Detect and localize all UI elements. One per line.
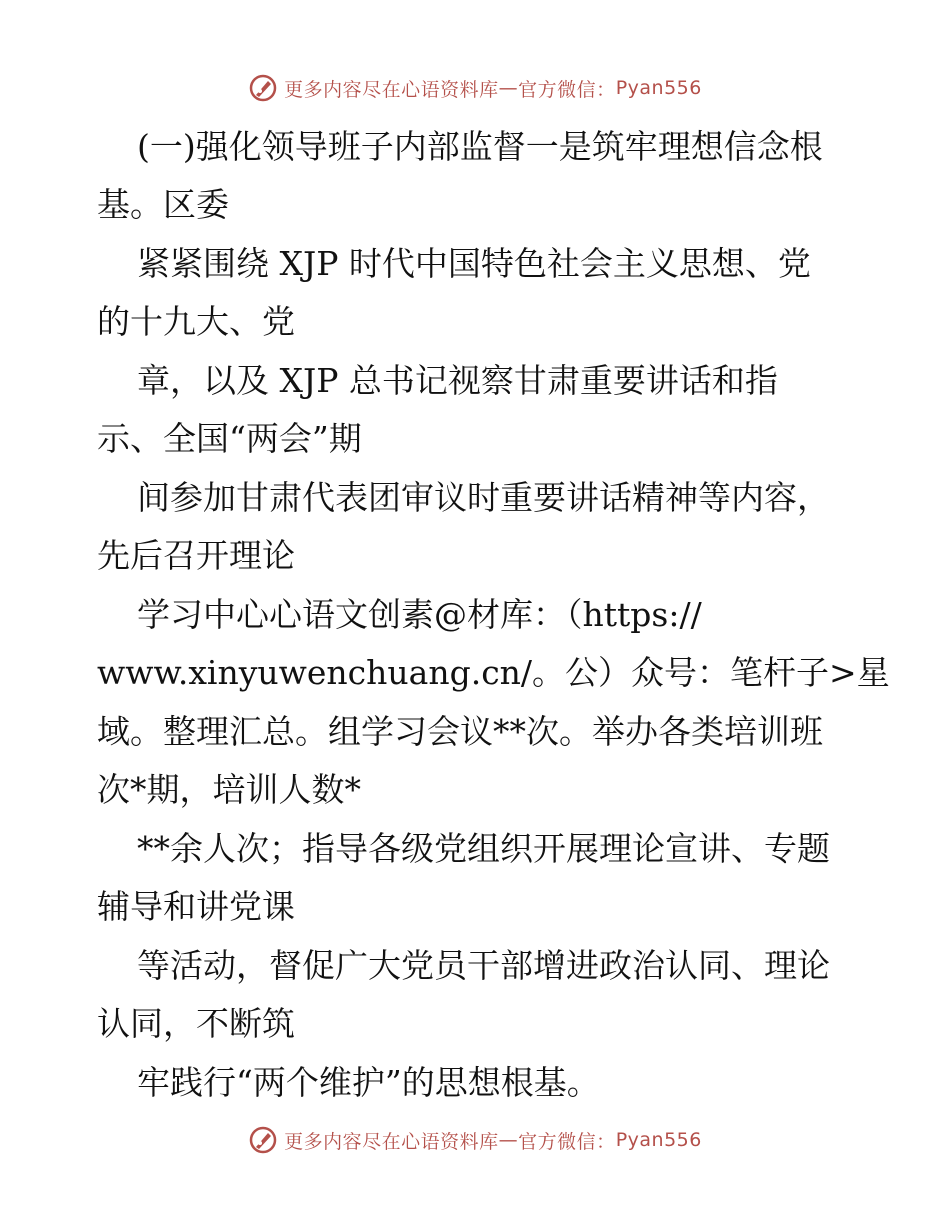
footer-banner <box>0 1125 950 1155</box>
body-line: (一)强化领导班子内部监督一是筑牢理想信念根 <box>137 127 823 166</box>
pen-logo-icon <box>248 73 278 103</box>
header-banner <box>0 73 950 103</box>
body-line: 紧紧围绕 XJP 时代中国特色社会主义思想、党 <box>137 244 811 283</box>
banner-contact-label: 官方微信： <box>518 78 616 101</box>
body-line: 先后召开理论 <box>97 536 295 575</box>
body-line: 间参加甘肃代表团审议时重要讲话精神等内容， <box>137 478 830 517</box>
body-line: 学习中心心语文创素@材库：（https:// <box>137 595 702 634</box>
body-line: 基。区委 <box>97 185 229 224</box>
banner-contact-label: 官方微信： <box>518 1130 616 1153</box>
body-line: 辅导和讲党课 <box>97 887 295 926</box>
banner-contact-value: Pyan556 <box>615 1129 702 1151</box>
body-line: 认同，不断筑 <box>97 1004 295 1043</box>
body-line: 示、全国“两会”期 <box>97 419 362 458</box>
body-line: 的十九大、党 <box>97 302 295 341</box>
body-line: 域。整理汇总。组学习会议**次。举办各类培训班 <box>97 712 823 751</box>
body-line: **余人次；指导各级党组织开展理论宣讲、专题 <box>137 829 830 868</box>
banner-dash: — <box>498 1129 519 1151</box>
banner-contact-value: Pyan556 <box>615 77 702 99</box>
pen-logo-icon <box>248 1125 278 1155</box>
banner-dash: — <box>498 77 519 99</box>
body-line: 次*期，培训人数* <box>97 770 361 809</box>
banner-text: 更多内容尽在心语资料库 <box>284 78 499 101</box>
body-line: 章，以及 XJP 总书记视察甘肃重要讲话和指 <box>137 361 778 400</box>
banner-text: 更多内容尽在心语资料库 <box>284 1130 499 1153</box>
body-line: www.xinyuwenchuang.cn/。公）众号：笔杆子>星 <box>97 653 890 692</box>
body-line: 等活动，督促广大党员干部增进政治认同、理论 <box>137 946 830 985</box>
body-line: 牢践行“两个维护”的思想根基。 <box>137 1063 600 1102</box>
